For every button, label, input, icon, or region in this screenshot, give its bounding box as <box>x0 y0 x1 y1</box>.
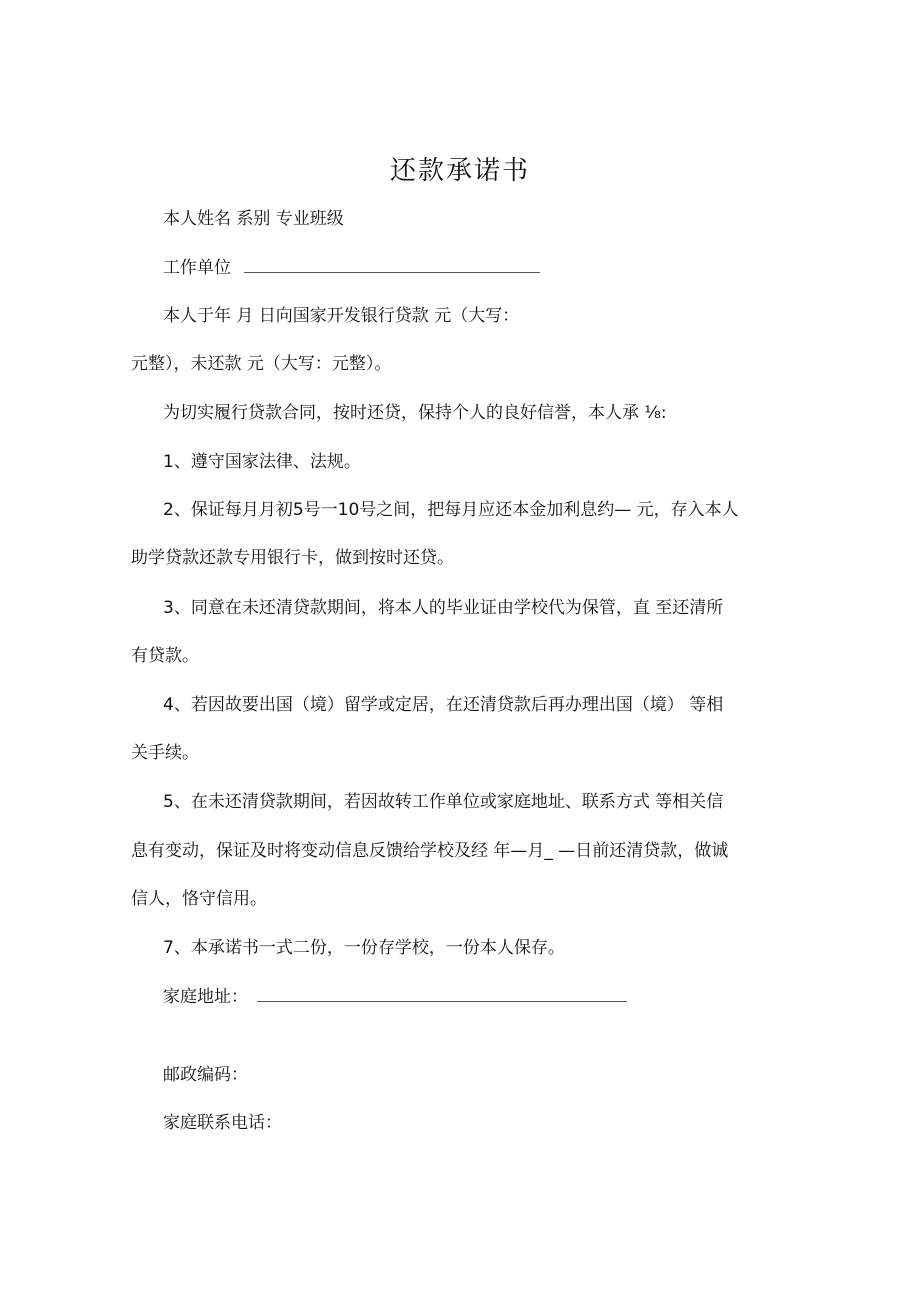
intro-line: 为切实履行贷款合同，按时还贷，保持个人的良好信誉，本人承 ⅛: <box>163 403 667 423</box>
item-1: 1、遵守国家法律、法规。 <box>163 452 361 472</box>
home-address-label: 家庭地址： <box>163 987 248 1007</box>
loan-line-1: 本人于年 月 日向国家开发银行贷款 元（大写： <box>163 306 520 326</box>
item-4-line-1: 4、若因故要出国（境）留学或定居，在还清贷款后再办理出国（境） 等相 <box>163 695 724 715</box>
postal-code-line: 邮政编码： <box>163 1065 248 1085</box>
item-5-line-3: 信人，恪守信用。 <box>131 889 267 909</box>
work-unit-line <box>163 256 540 280</box>
item-3-line-1: 3、同意在未还清贷款期间，将本人的毕业证由学校代为保管，直 至还清所 <box>163 598 724 618</box>
item-3-line-2: 有贷款。 <box>131 646 199 666</box>
home-phone-line: 家庭联系电话： <box>163 1113 282 1133</box>
item-2-line-2: 助学贷款还款专用银行卡，做到按时还贷。 <box>131 548 454 568</box>
loan-line-2: 元整），未还款 元（大写：元整）。 <box>131 354 392 374</box>
item-5-line-2: 息有变动，保证及时将变动信息反馈给学校及经 年—月_ —日前还清贷款，做诚 <box>131 841 729 861</box>
name-line: 本人姓名 系别 专业班级 <box>163 209 344 229</box>
work-unit-label: 工作单位 <box>163 258 231 278</box>
work-unit-blank <box>244 258 540 273</box>
item-5-line-1: 5、在未还清贷款期间，若因故转工作单位或家庭地址、联系方式 等相关信 <box>163 792 724 812</box>
item-2-line-1: 2、保证每月月初5号一10号之间，把每月应还本金加利息约— 元，存入本人 <box>163 500 739 520</box>
document-title: 还款承诺书 <box>389 156 530 186</box>
home-address-blank <box>257 987 627 1002</box>
item-4-line-2: 关手续。 <box>131 743 199 763</box>
home-address-line <box>163 985 627 1009</box>
item-7: 7、本承诺书一式二份，一份存学校，一份本人保存。 <box>163 938 565 958</box>
